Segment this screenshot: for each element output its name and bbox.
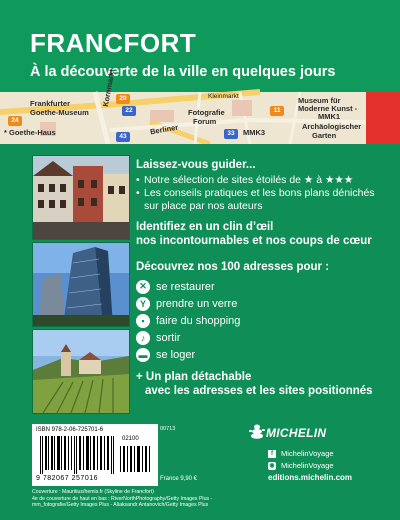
fork-knife-icon: ✕: [136, 280, 150, 294]
map-label: Moderne Kunst -: [298, 104, 358, 113]
addresses-block: [136, 260, 386, 363]
intro-heading: Laissez-vous guider...: [136, 159, 256, 171]
photo-old-town-houses: [32, 155, 130, 240]
book-title: FRANCFORT: [30, 28, 197, 58]
price-barcode-image: [120, 446, 152, 472]
michelin-brand: MICHELIN: [266, 426, 327, 440]
address-item-lodging: [136, 346, 386, 363]
barcode-panel: [32, 424, 158, 486]
photo-vineyard: [32, 329, 130, 414]
address-item-label: faire du shopping: [156, 314, 241, 327]
map-label: MMK3: [243, 128, 266, 137]
identify-line-1: Identifiez en un clin d’œil: [136, 221, 274, 233]
map-label: MMK1: [318, 112, 341, 121]
credit-line: mm_fotografie/Getty Images Plus - Aliaksandr Antanovich/Getty Images Plus: [32, 502, 209, 508]
instagram-icon: ◉: [269, 463, 275, 469]
shopping-bag-icon: ▪: [136, 314, 150, 328]
plan-line-1: + Un plan détachable: [136, 371, 252, 383]
address-item-label: sortir: [156, 331, 181, 344]
map-marker: 11: [270, 106, 284, 116]
intro-bullet: • Notre sélection de sites étoilés de ★ à ★★★: [136, 174, 386, 187]
map-label: * Goethe-Haus: [4, 128, 56, 137]
address-item-outing: [136, 329, 386, 346]
instagram-link[interactable]: [268, 461, 334, 470]
address-item-label: prendre un verre: [156, 297, 238, 310]
address-item-label: se loger: [156, 348, 196, 361]
map-label: Berliner: [149, 122, 179, 137]
barcode-digits: 9 782067 257016: [36, 475, 98, 482]
price-text: France 9,90 €: [160, 476, 198, 482]
price-code: 02100: [122, 436, 139, 442]
map-red-tab: [366, 92, 400, 144]
map-marker: 24: [8, 116, 22, 126]
map-marker: 43: [116, 132, 130, 142]
music-icon: ♪: [136, 331, 150, 345]
map-marker: 20: [116, 94, 130, 104]
plan-block: [136, 370, 386, 398]
intro-block: [136, 158, 386, 213]
map-label: Kornmarkt: [101, 68, 117, 108]
identify-line-2: nos incontournables et nos coups de cœur: [136, 235, 372, 247]
facebook-handle: MichelinVoyage: [281, 449, 334, 458]
address-item-label: se restaurer: [156, 280, 215, 293]
address-item-restaurant: [136, 278, 386, 295]
credit-line: Couverture : Mauritius/hemis.fr (Skyline de Francfort): [32, 489, 154, 495]
facebook-icon: f: [268, 450, 276, 458]
photo-skyscrapers: [32, 242, 130, 327]
map-label: Garten: [312, 131, 337, 140]
map-label: Frankfurter: [30, 99, 71, 108]
credit-line: 4e de couverture de haut en bas : RiverNorthPhotography/Getty Images Plus -: [32, 495, 213, 502]
plan-line-2: avec les adresses et les sites positionnés: [145, 385, 373, 397]
book-subtitle: À la découverte de la ville en quelques jours: [30, 64, 336, 80]
glass-icon: Y: [136, 297, 150, 311]
small-code: 00713: [160, 426, 176, 432]
map-label: Goethe-Museum: [30, 108, 89, 117]
address-item-drink: [136, 295, 386, 312]
isbn-text: ISBN 978-2-06-725701-6: [36, 427, 104, 433]
barcode-image: [40, 436, 114, 474]
map-marker: 22: [122, 106, 136, 116]
identify-block: [136, 220, 386, 248]
addresses-heading: Découvrez nos 100 adresses pour :: [136, 261, 330, 273]
intro-bullet: • Les conseils pratiques et les bons plans dénichés sur place par nos auteurs: [136, 187, 386, 213]
instagram-handle: MichelinVoyage: [281, 461, 334, 470]
map-label: Archäologischer: [302, 122, 362, 131]
map-label: Fotografie: [188, 108, 225, 117]
facebook-link[interactable]: [268, 449, 334, 458]
address-item-shopping: [136, 312, 386, 329]
map-marker: 33: [224, 129, 238, 139]
website-link[interactable]: editions.michelin.com: [268, 473, 353, 482]
map-label: Museum für: [298, 96, 341, 105]
map-label: Forum: [193, 117, 217, 126]
bibendum-logo-icon: [248, 424, 266, 440]
map-label: Kleinmarkt: [208, 93, 239, 100]
bed-icon: ▬: [136, 348, 150, 362]
